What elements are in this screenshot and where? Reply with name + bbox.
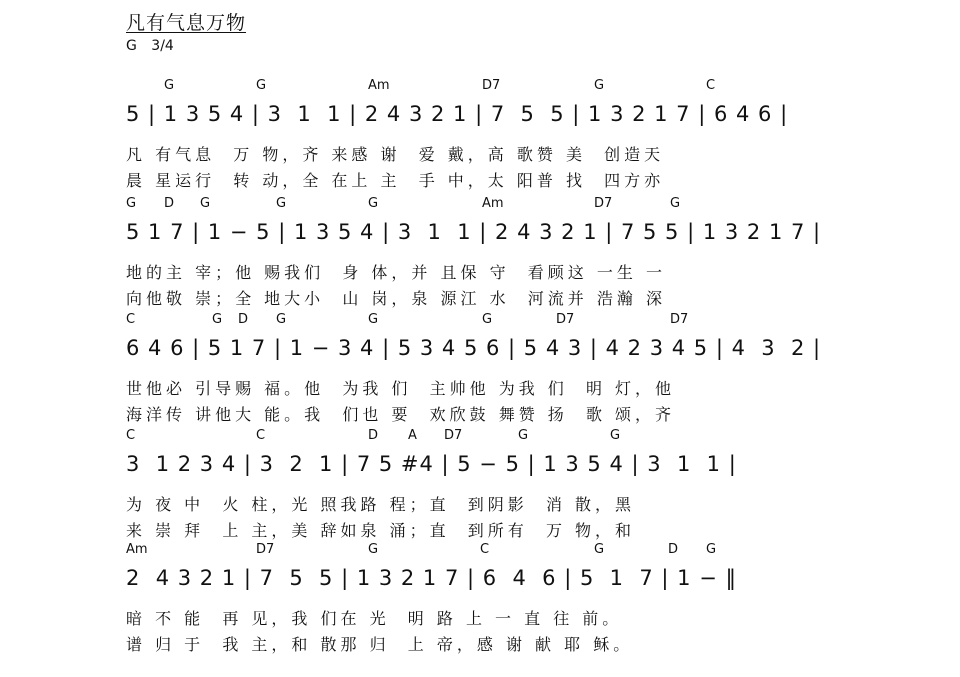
lyric-verse-2: 来 崇 拜 上 主，美 辞如泉 涌；直 到所有 万 物，和 bbox=[126, 521, 636, 540]
chord-symbol: G bbox=[594, 78, 605, 93]
chord-symbol: G bbox=[368, 542, 379, 557]
chord-symbol: D7 bbox=[594, 196, 613, 211]
numbered-notation-line: 2 4 3 2 1 | 7 5 5 | 1 3 2 1 7 | 6 4 6 | 5 1 7 | 1 − ‖ bbox=[126, 566, 737, 590]
chord-symbol: D7 bbox=[256, 542, 275, 557]
numbered-notation-line: 6 4 6 | 5 1 7 | 1 − 3 4 | 5 3 4 5 6 | 5 4 3 | 4 2 3 4 5 | 4 3 2 | bbox=[126, 336, 822, 360]
chord-row bbox=[126, 428, 621, 446]
chord-symbol: D bbox=[164, 196, 175, 211]
chord-symbol: G bbox=[256, 78, 267, 93]
chord-symbol: G bbox=[212, 312, 223, 327]
lyric-verse-1: 世他必 引导赐 福。他 为我 们 主帅他 为我 们 明 灯，他 bbox=[126, 379, 676, 398]
chord-symbol: G bbox=[610, 428, 621, 443]
chord-symbol: C bbox=[480, 542, 490, 557]
lyric-verse-1: 为 夜 中 火 柱，光 照我路 程；直 到阴影 消 散，黑 bbox=[126, 495, 636, 514]
chord-symbol: G bbox=[518, 428, 529, 443]
chord-symbol: D7 bbox=[482, 78, 501, 93]
chord-row bbox=[126, 542, 717, 560]
lyric-verse-1: 地的主 宰；他 赐我们 身 体，并 且保 守 看顾这 一生 一 bbox=[126, 263, 666, 282]
chord-symbol: A bbox=[408, 428, 417, 443]
chord-symbol: G bbox=[200, 196, 211, 211]
numbered-notation-line: 3 1 2 3 4 | 3 2 1 | 7 5 #4 | 5 − 5 | 1 3 5 4 | 3 1 1 | bbox=[126, 452, 737, 476]
lyric-verse-2: 谱 归 于 我 主，和 散那 归 上 帝，感 谢 献 耶 稣。 bbox=[126, 635, 634, 654]
numbered-notation-line: 5 | 1 3 5 4 | 3 1 1 | 2 4 3 2 1 | 7 5 5 | 1 3 2 1 7 | 6 4 6 | bbox=[126, 102, 789, 126]
system-4 bbox=[0, 428, 960, 548]
chord-symbol: G bbox=[482, 312, 493, 327]
lyric-verse-2: 海洋传 讲他大 能。我 们也 要 欢欣鼓 舞赞 扬 歌 颂，齐 bbox=[126, 405, 676, 424]
chord-symbol: C bbox=[256, 428, 266, 443]
chord-symbol: Am bbox=[482, 196, 504, 211]
chord-symbol: C bbox=[126, 312, 136, 327]
song-title: 凡有气息万物 bbox=[126, 12, 247, 34]
chord-symbol: G bbox=[670, 196, 681, 211]
chord-symbol: D bbox=[238, 312, 249, 327]
system-5 bbox=[0, 542, 960, 662]
chord-symbol: G bbox=[594, 542, 605, 557]
lyric-verse-2: 向他敬 崇；全 地大小 山 岗，泉 源江 水 河流并 浩瀚 深 bbox=[126, 289, 666, 308]
chord-symbol: G bbox=[368, 196, 379, 211]
system-2 bbox=[0, 196, 960, 316]
chord-symbol: G bbox=[164, 78, 175, 93]
chord-row bbox=[126, 196, 681, 214]
numbered-notation-line: 5 1 7 | 1 − 5 | 1 3 5 4 | 3 1 1 | 2 4 3 2 1 | 7 5 5 | 1 3 2 1 7 | bbox=[126, 220, 822, 244]
system-1 bbox=[0, 78, 960, 198]
lyric-verse-2: 晨 星运行 转 动，全 在上 主 手 中，太 阳普 找 四方亦 bbox=[126, 171, 665, 190]
chord-symbol: G bbox=[276, 196, 287, 211]
chord-symbol: Am bbox=[368, 78, 390, 93]
chord-row bbox=[126, 312, 689, 330]
chord-symbol: D bbox=[668, 542, 679, 557]
chord-symbol: D7 bbox=[444, 428, 463, 443]
chord-symbol: Am bbox=[126, 542, 148, 557]
chord-symbol: G bbox=[276, 312, 287, 327]
chord-symbol: D7 bbox=[556, 312, 575, 327]
key-and-time-signature: G 3/4 bbox=[126, 38, 174, 54]
chord-symbol: C bbox=[126, 428, 136, 443]
chord-symbol: G bbox=[368, 312, 379, 327]
system-3 bbox=[0, 312, 960, 432]
chord-symbol: G bbox=[126, 196, 137, 211]
chord-symbol: D7 bbox=[670, 312, 689, 327]
chord-symbol: C bbox=[706, 78, 716, 93]
lyric-verse-1: 凡 有气息 万 物，齐 来感 谢 爱 戴，高 歌赞 美 创造天 bbox=[126, 145, 665, 164]
chord-symbol: D bbox=[368, 428, 379, 443]
lyric-verse-1: 暗 不 能 再 见，我 们在 光 明 路 上 一 直 往 前。 bbox=[126, 609, 623, 628]
chord-row bbox=[126, 78, 716, 96]
chord-symbol: G bbox=[706, 542, 717, 557]
